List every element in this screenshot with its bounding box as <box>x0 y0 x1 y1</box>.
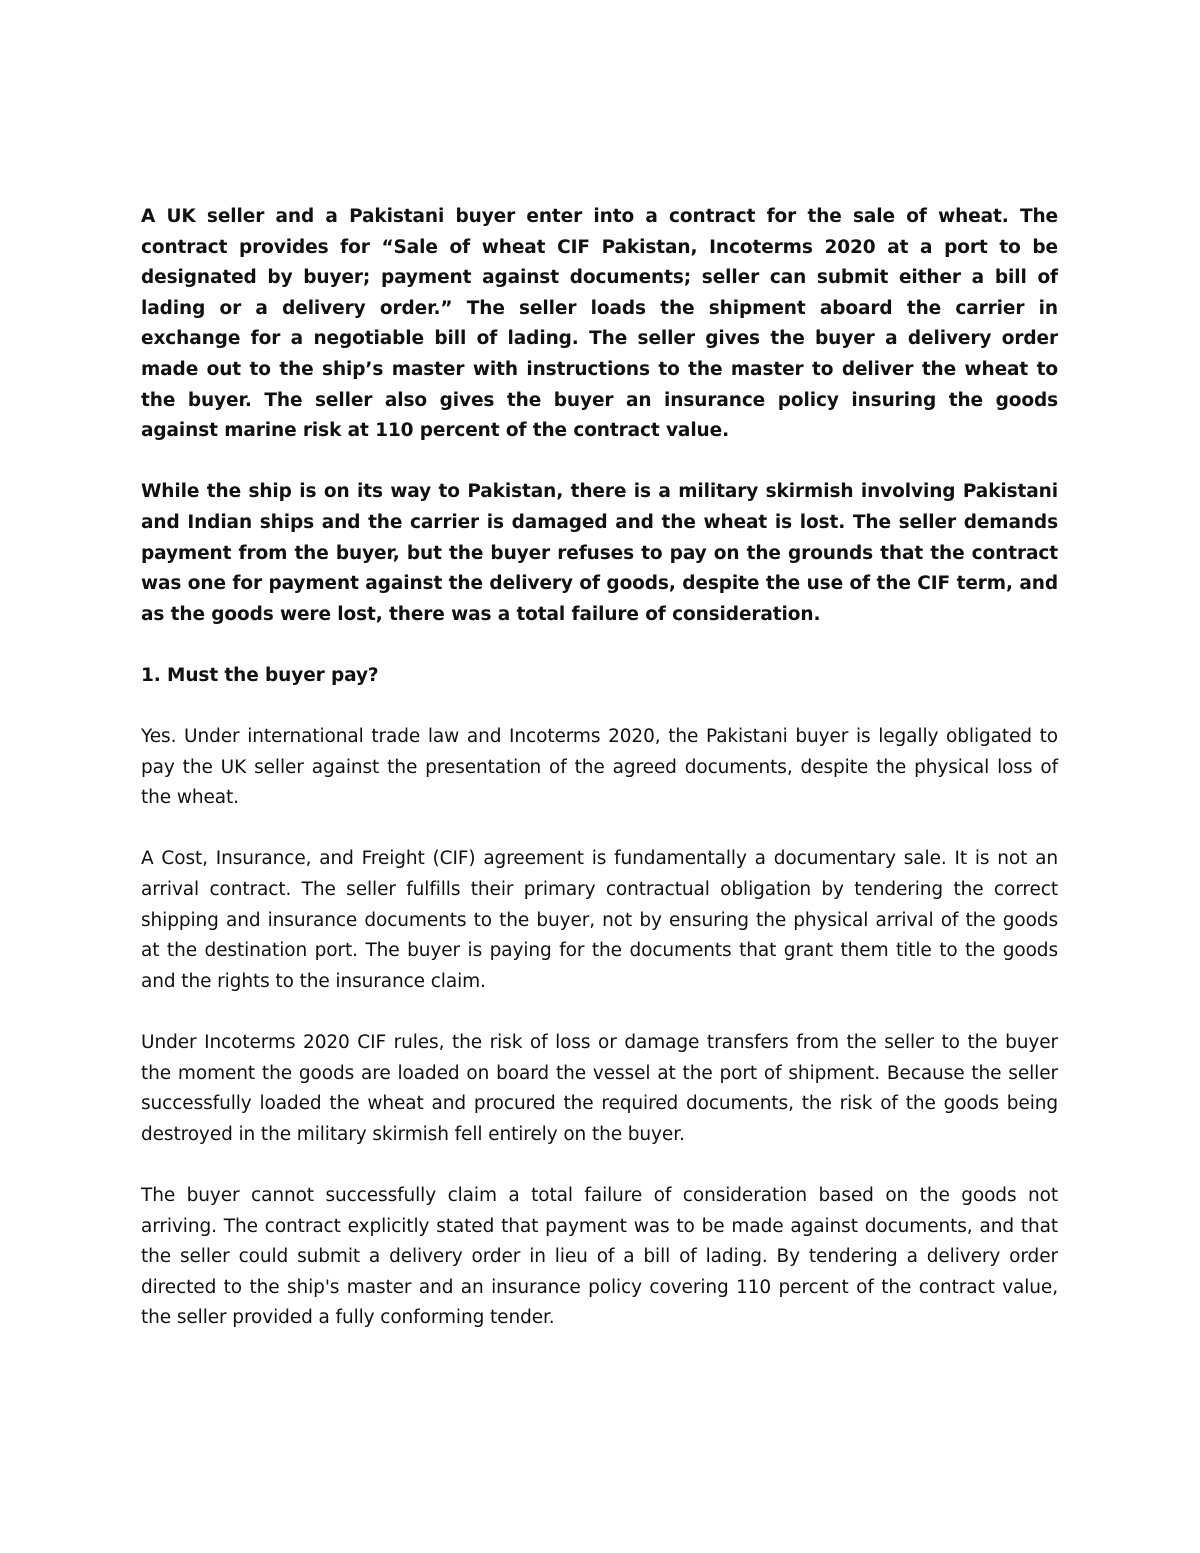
answer-paragraph-4: The buyer cannot successfully claim a total failure of consideration based on the goods not arriving. The contract explicitly stated that payment was to be made against documents, and that the seller could submit a delivery order in lieu of a bill of lading. By tendering a delivery order directed to the ship's master and an insurance policy covering 110 percent of the contract value, the seller provided a fully conforming tender. <box>141 1185 1058 1329</box>
answer-paragraph-2: A Cost, Insurance, and Freight (CIF) agreement is fundamentally a documentary sale. It is not an arrival contract. The seller fulfills their primary contractual obligation by tendering the correct shipping and insurance documents to the buyer, not by ensuring the physical arrival of the goods at the destination port. The buyer is paying for the documents that grant them title to the goods and the rights to the insurance claim. <box>141 848 1058 992</box>
answer-paragraph-3: Under Incoterms 2020 CIF rules, the risk of loss or damage transfers from the seller to the buyer the moment the goods are loaded on board the vessel at the port of shipment. Because the seller successfully loaded the wheat and procured the required documents, the risk of the goods being destroyed in the military skirmish fell entirely on the buyer. <box>141 1032 1058 1145</box>
scenario-paragraph-1: A UK seller and a Pakistani buyer enter into a contract for the sale of wheat. The contract provides for “Sale of wheat CIF Pakistan, Incoterms 2020 at a port to be designated by buyer; payment against documents; seller can submit either a bill of lading or a delivery order.” The seller loads the shipment aboard the carrier in exchange for a negotiable bill of lading. The seller gives the buyer a delivery order made out to the ship’s master with instructions to the master to deliver the wheat to the buyer. The seller also gives the buyer an insurance policy insuring the goods against marine risk at 110 percent of the contract value. <box>141 206 1058 442</box>
scenario-paragraph-2: While the ship is on its way to Pakistan, there is a military skirmish involving Pakistani and Indian ships and the carrier is damaged and the wheat is lost. The seller demands payment from the buyer, but the buyer refuses to pay on the grounds that the contract was one for payment against the delivery of goods, despite the use of the CIF term, and as the goods were lost, there was a total failure of consideration. <box>141 481 1058 625</box>
document-body <box>141 202 1058 1365</box>
answer-paragraph-1: Yes. Under international trade law and Incoterms 2020, the Pakistani buyer is legally obligated to pay the UK seller against the presentation of the agreed documents, despite the physical loss of the wheat. <box>141 726 1058 809</box>
question-heading: 1. Must the buyer pay? <box>141 664 379 686</box>
